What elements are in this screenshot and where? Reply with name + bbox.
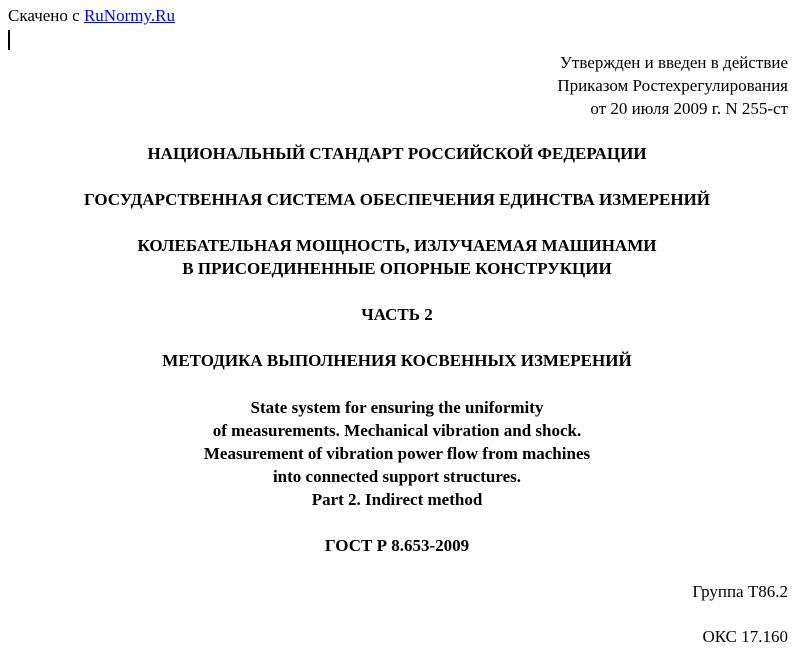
method-text: МЕТОДИКА ВЫПОЛНЕНИЯ КОСВЕННЫХ ИЗМЕРЕНИЙ [162, 351, 632, 370]
vibration-power-title [0, 234, 794, 280]
standard-designation-text: ГОСТ Р 8.653-2009 [324, 536, 470, 555]
approval-line: Утвержден и введен в действие [559, 53, 788, 72]
classification-group: Группа Т86.2 [692, 582, 788, 601]
english-title-line: into connected support structures. [272, 467, 522, 486]
english-title-line: Measurement of vibration power flow from machines [203, 444, 591, 463]
state-system-text: ГОСУДАРСТВЕННАЯ СИСТЕМА ОБЕСПЕЧЕНИЯ ЕДИНСТВА ИЗМЕРЕНИЙ [83, 190, 711, 209]
english-title [0, 396, 794, 511]
state-system-heading [0, 188, 794, 211]
english-title-line: of measurements. Mechanical vibration and shock. [212, 421, 582, 440]
approval-line: от 20 июля 2009 г. N 255-ст [590, 99, 788, 118]
national-standard-text: НАЦИОНАЛЬНЫЙ СТАНДАРТ РОССИЙСКОЙ ФЕДЕРАЦИИ [147, 144, 647, 163]
english-title-line: State system for ensuring the uniformity [250, 398, 544, 417]
standard-designation [0, 534, 794, 557]
approval-block [557, 51, 788, 120]
english-title-line: Part 2. Indirect method [311, 490, 483, 509]
method-heading [0, 349, 794, 372]
text-cursor [8, 30, 10, 50]
vibration-power-line: В ПРИСОЕДИНЕННЫЕ ОПОРНЫЕ КОНСТРУКЦИИ [182, 259, 612, 278]
national-standard-heading [0, 142, 794, 165]
download-source-prefix: Скачено с [8, 6, 80, 25]
classification-oks: ОКС 17.160 [702, 627, 788, 646]
runormy-link[interactable]: RuNormy.Ru [83, 6, 175, 25]
download-source-line [8, 6, 175, 26]
part-heading [0, 303, 794, 326]
part-text: ЧАСТЬ 2 [361, 305, 433, 324]
approval-line: Приказом Ростехрегулирования [557, 76, 788, 95]
vibration-power-line: КОЛЕБАТЕЛЬНАЯ МОЩНОСТЬ, ИЗЛУЧАЕМАЯ МАШИНАМИ [137, 236, 657, 255]
